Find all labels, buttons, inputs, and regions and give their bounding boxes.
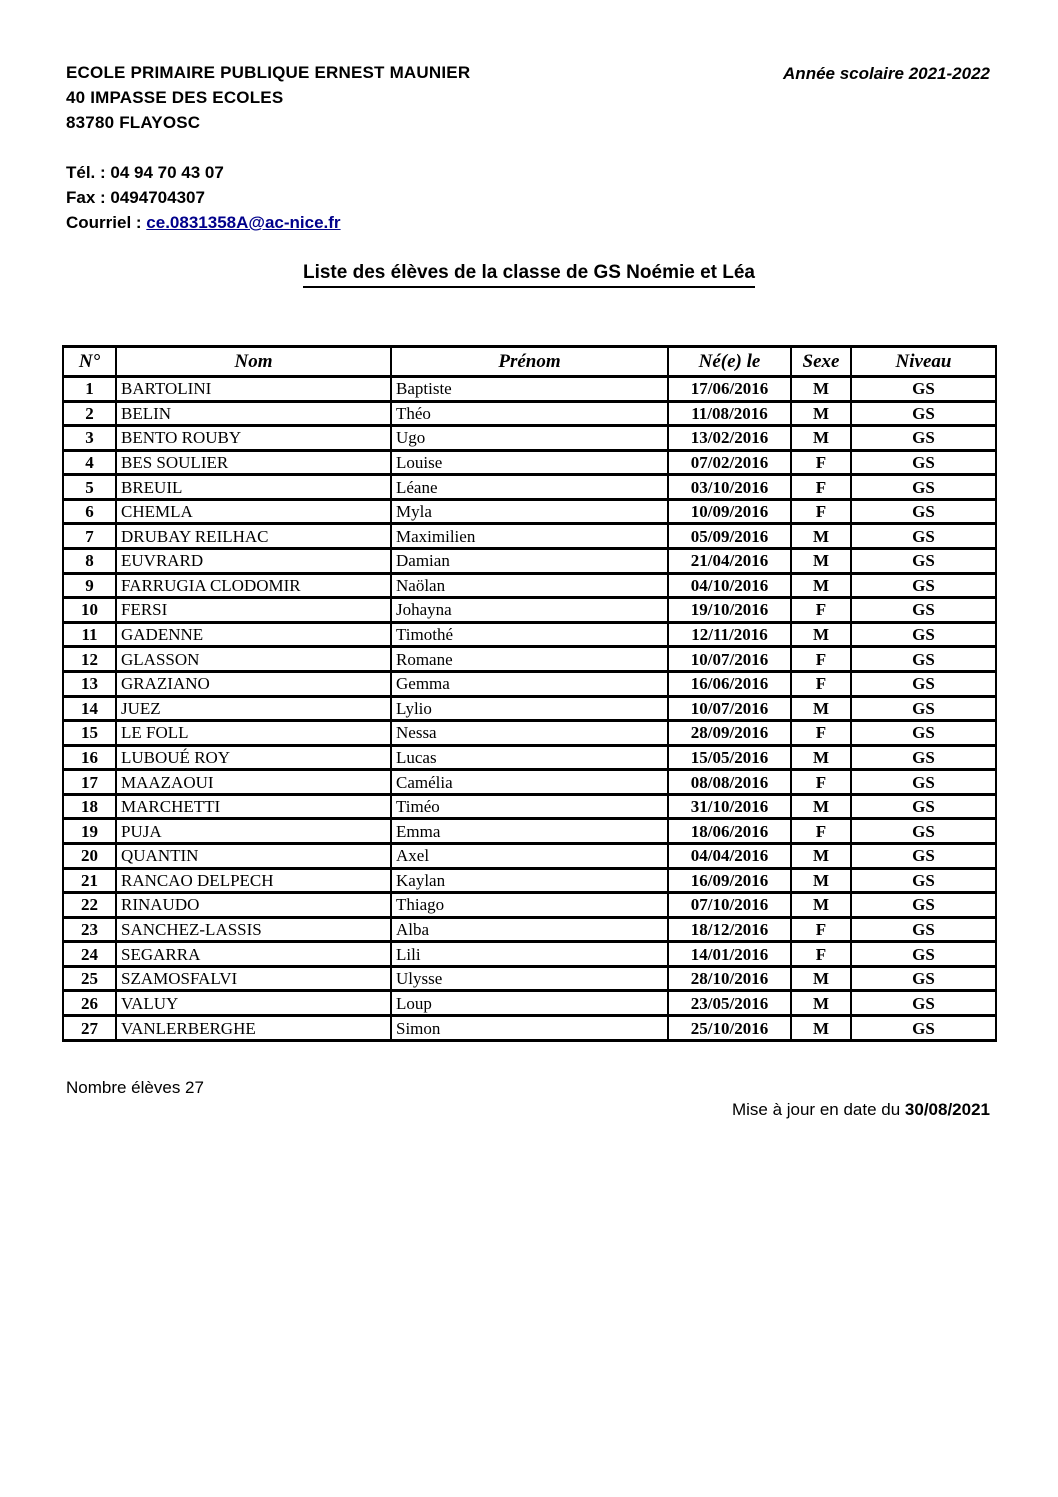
table-row [63,770,996,795]
cell-date: 04/04/2016 [668,843,791,868]
cell-date: 21/04/2016 [668,549,791,574]
cell-num: 9 [63,573,116,598]
cell-nom: VALUY [116,991,391,1016]
cell-date: 10/09/2016 [668,499,791,524]
cell-date: 15/05/2016 [668,745,791,770]
cell-nom: PUJA [116,819,391,844]
cell-date: 31/10/2016 [668,794,791,819]
column-header-prenom: Prénom [391,347,668,377]
cell-nom: FARRUGIA CLODOMIR [116,573,391,598]
cell-sexe: M [791,573,851,598]
cell-prenom: Loup [391,991,668,1016]
cell-niveau: GS [851,942,996,967]
cell-sexe: M [791,745,851,770]
cell-num: 21 [63,868,116,893]
cell-sexe: M [791,893,851,918]
cell-nom: SANCHEZ-LASSIS [116,917,391,942]
cell-num: 13 [63,671,116,696]
cell-nom: EUVRARD [116,549,391,574]
cell-date: 19/10/2016 [668,598,791,623]
cell-prenom: Gemma [391,671,668,696]
cell-prenom: Léane [391,475,668,500]
cell-date: 14/01/2016 [668,942,791,967]
cell-num: 12 [63,647,116,672]
cell-sexe: M [791,524,851,549]
cell-nom: RINAUDO [116,893,391,918]
cell-date: 10/07/2016 [668,647,791,672]
cell-date: 16/09/2016 [668,868,791,893]
cell-prenom: Alba [391,917,668,942]
cell-nom: BES SOULIER [116,450,391,475]
cell-prenom: Johayna [391,598,668,623]
cell-nom: MARCHETTI [116,794,391,819]
cell-niveau: GS [851,1016,996,1041]
cell-prenom: Baptiste [391,377,668,402]
cell-date: 07/02/2016 [668,450,791,475]
cell-num: 6 [63,499,116,524]
cell-num: 20 [63,843,116,868]
cell-num: 4 [63,450,116,475]
cell-date: 23/05/2016 [668,991,791,1016]
cell-date: 16/06/2016 [668,671,791,696]
cell-sexe: F [791,450,851,475]
cell-sexe: F [791,475,851,500]
cell-num: 22 [63,893,116,918]
cell-niveau: GS [851,499,996,524]
column-header-sexe: Sexe [791,347,851,377]
cell-niveau: GS [851,573,996,598]
cell-nom: GLASSON [116,647,391,672]
cell-niveau: GS [851,770,996,795]
cell-date: 05/09/2016 [668,524,791,549]
cell-prenom: Lucas [391,745,668,770]
email-line [66,210,341,235]
column-header-niveau: Niveau [851,347,996,377]
cell-num: 26 [63,991,116,1016]
cell-sexe: F [791,721,851,746]
cell-sexe: M [791,401,851,426]
page-title [0,262,1058,288]
cell-sexe: F [791,942,851,967]
header-row [63,347,996,377]
cell-nom: FERSI [116,598,391,623]
cell-nom: CHEMLA [116,499,391,524]
school-address-street: 40 IMPASSE DES ECOLES [66,88,284,107]
table-row [63,647,996,672]
student-table-header [63,347,996,377]
cell-sexe: F [791,770,851,795]
cell-nom: SEGARRA [116,942,391,967]
cell-num: 1 [63,377,116,402]
cell-num: 3 [63,426,116,451]
cell-niveau: GS [851,868,996,893]
cell-num: 11 [63,622,116,647]
cell-num: 18 [63,794,116,819]
cell-niveau: GS [851,721,996,746]
cell-sexe: M [791,549,851,574]
cell-num: 8 [63,549,116,574]
cell-prenom: Louise [391,450,668,475]
table-row [63,966,996,991]
cell-niveau: GS [851,966,996,991]
table-row [63,573,996,598]
column-header-date: Né(e) le [668,347,791,377]
cell-niveau: GS [851,843,996,868]
table-row [63,549,996,574]
table-row [63,499,996,524]
cell-prenom: Camélia [391,770,668,795]
cell-niveau: GS [851,377,996,402]
cell-num: 16 [63,745,116,770]
cell-prenom: Timéo [391,794,668,819]
cell-date: 10/07/2016 [668,696,791,721]
table-row [63,745,996,770]
cell-num: 14 [63,696,116,721]
table-row [63,377,996,402]
update-date-line [732,1100,990,1120]
column-header-nom: Nom [116,347,391,377]
cell-niveau: GS [851,745,996,770]
table-row [63,671,996,696]
cell-num: 27 [63,1016,116,1041]
cell-sexe: M [791,622,851,647]
cell-prenom: Lylio [391,696,668,721]
table-row [63,598,996,623]
cell-nom: BARTOLINI [116,377,391,402]
table-row [63,1016,996,1041]
student-count-label: Nombre élèves 27 [66,1078,204,1097]
cell-sexe: F [791,819,851,844]
cell-date: 04/10/2016 [668,573,791,598]
cell-date: 07/10/2016 [668,893,791,918]
cell-prenom: Ulysse [391,966,668,991]
cell-nom: BELIN [116,401,391,426]
cell-prenom: Myla [391,499,668,524]
cell-date: 03/10/2016 [668,475,791,500]
page-title-text: Liste des élèves de la classe de GS Noémie et Léa [303,262,755,288]
cell-num: 5 [63,475,116,500]
cell-nom: VANLERBERGHE [116,1016,391,1041]
table-row [63,794,996,819]
email-link[interactable]: ce.0831358A@ac-nice.fr [146,213,341,232]
table-row [63,524,996,549]
cell-nom: DRUBAY REILHAC [116,524,391,549]
cell-niveau: GS [851,671,996,696]
cell-num: 15 [63,721,116,746]
cell-sexe: M [791,794,851,819]
cell-niveau: GS [851,426,996,451]
cell-nom: LE FOLL [116,721,391,746]
cell-sexe: M [791,868,851,893]
cell-num: 19 [63,819,116,844]
cell-niveau: GS [851,794,996,819]
cell-niveau: GS [851,917,996,942]
fax-line: Fax : 0494704307 [66,188,205,207]
cell-niveau: GS [851,524,996,549]
cell-prenom: Timothé [391,622,668,647]
cell-date: 13/02/2016 [668,426,791,451]
table-row [63,721,996,746]
cell-prenom: Ugo [391,426,668,451]
table-row [63,917,996,942]
cell-date: 12/11/2016 [668,622,791,647]
table-row [63,426,996,451]
cell-prenom: Maximilien [391,524,668,549]
phone-line: Tél. : 04 94 70 43 07 [66,163,224,182]
cell-date: 08/08/2016 [668,770,791,795]
email-label: Courriel : [66,213,147,232]
cell-nom: RANCAO DELPECH [116,868,391,893]
cell-nom: BREUIL [116,475,391,500]
cell-prenom: Thiago [391,893,668,918]
cell-num: 25 [63,966,116,991]
school-year-label: Année scolaire 2021-2022 [783,64,990,83]
cell-date: 18/12/2016 [668,917,791,942]
contact-block [66,160,341,235]
cell-sexe: M [791,377,851,402]
update-date-value: 30/08/2021 [904,1100,990,1119]
cell-nom: QUANTIN [116,843,391,868]
cell-niveau: GS [851,450,996,475]
cell-prenom: Théo [391,401,668,426]
cell-prenom: Naölan [391,573,668,598]
cell-date: 25/10/2016 [668,1016,791,1041]
cell-nom: JUEZ [116,696,391,721]
table-row [63,622,996,647]
cell-niveau: GS [851,622,996,647]
table-row [63,991,996,1016]
cell-niveau: GS [851,991,996,1016]
table-row [63,696,996,721]
cell-niveau: GS [851,893,996,918]
cell-num: 7 [63,524,116,549]
cell-prenom: Emma [391,819,668,844]
table-row [63,401,996,426]
cell-prenom: Nessa [391,721,668,746]
cell-sexe: F [791,499,851,524]
cell-niveau: GS [851,475,996,500]
table-row [63,942,996,967]
student-table [62,345,997,1042]
cell-nom: SZAMOSFALVI [116,966,391,991]
cell-niveau: GS [851,819,996,844]
cell-date: 11/08/2016 [668,401,791,426]
cell-sexe: F [791,598,851,623]
cell-date: 28/10/2016 [668,966,791,991]
cell-prenom: Simon [391,1016,668,1041]
cell-prenom: Kaylan [391,868,668,893]
cell-prenom: Romane [391,647,668,672]
cell-sexe: M [791,966,851,991]
cell-num: 10 [63,598,116,623]
table-row [63,475,996,500]
cell-num: 23 [63,917,116,942]
cell-nom: LUBOUÉ ROY [116,745,391,770]
cell-date: 17/06/2016 [668,377,791,402]
cell-sexe: M [791,991,851,1016]
cell-sexe: F [791,671,851,696]
cell-nom: MAAZAOUI [116,770,391,795]
cell-sexe: M [791,426,851,451]
school-name: ECOLE PRIMAIRE PUBLIQUE ERNEST MAUNIER [66,63,471,82]
student-table-body [63,377,996,1041]
cell-sexe: M [791,843,851,868]
cell-niveau: GS [851,549,996,574]
cell-niveau: GS [851,647,996,672]
update-date-prefix: Mise à jour en date du [731,1100,905,1119]
cell-prenom: Axel [391,843,668,868]
table-row [63,868,996,893]
cell-sexe: F [791,647,851,672]
table-row [63,819,996,844]
cell-niveau: GS [851,598,996,623]
cell-num: 2 [63,401,116,426]
cell-date: 28/09/2016 [668,721,791,746]
cell-prenom: Damian [391,549,668,574]
school-address-city: 83780 FLAYOSC [66,113,201,132]
cell-num: 17 [63,770,116,795]
column-header-num: N° [63,347,116,377]
cell-sexe: F [791,917,851,942]
cell-prenom: Lili [391,942,668,967]
cell-sexe: M [791,1016,851,1041]
table-row [63,450,996,475]
cell-nom: GADENNE [116,622,391,647]
cell-sexe: M [791,696,851,721]
cell-nom: GRAZIANO [116,671,391,696]
cell-num: 24 [63,942,116,967]
cell-date: 18/06/2016 [668,819,791,844]
table-row [63,843,996,868]
cell-niveau: GS [851,401,996,426]
table-row [63,893,996,918]
student-table-container [62,345,997,1042]
cell-nom: BENTO ROUBY [116,426,391,451]
school-address-block [66,60,470,135]
cell-niveau: GS [851,696,996,721]
